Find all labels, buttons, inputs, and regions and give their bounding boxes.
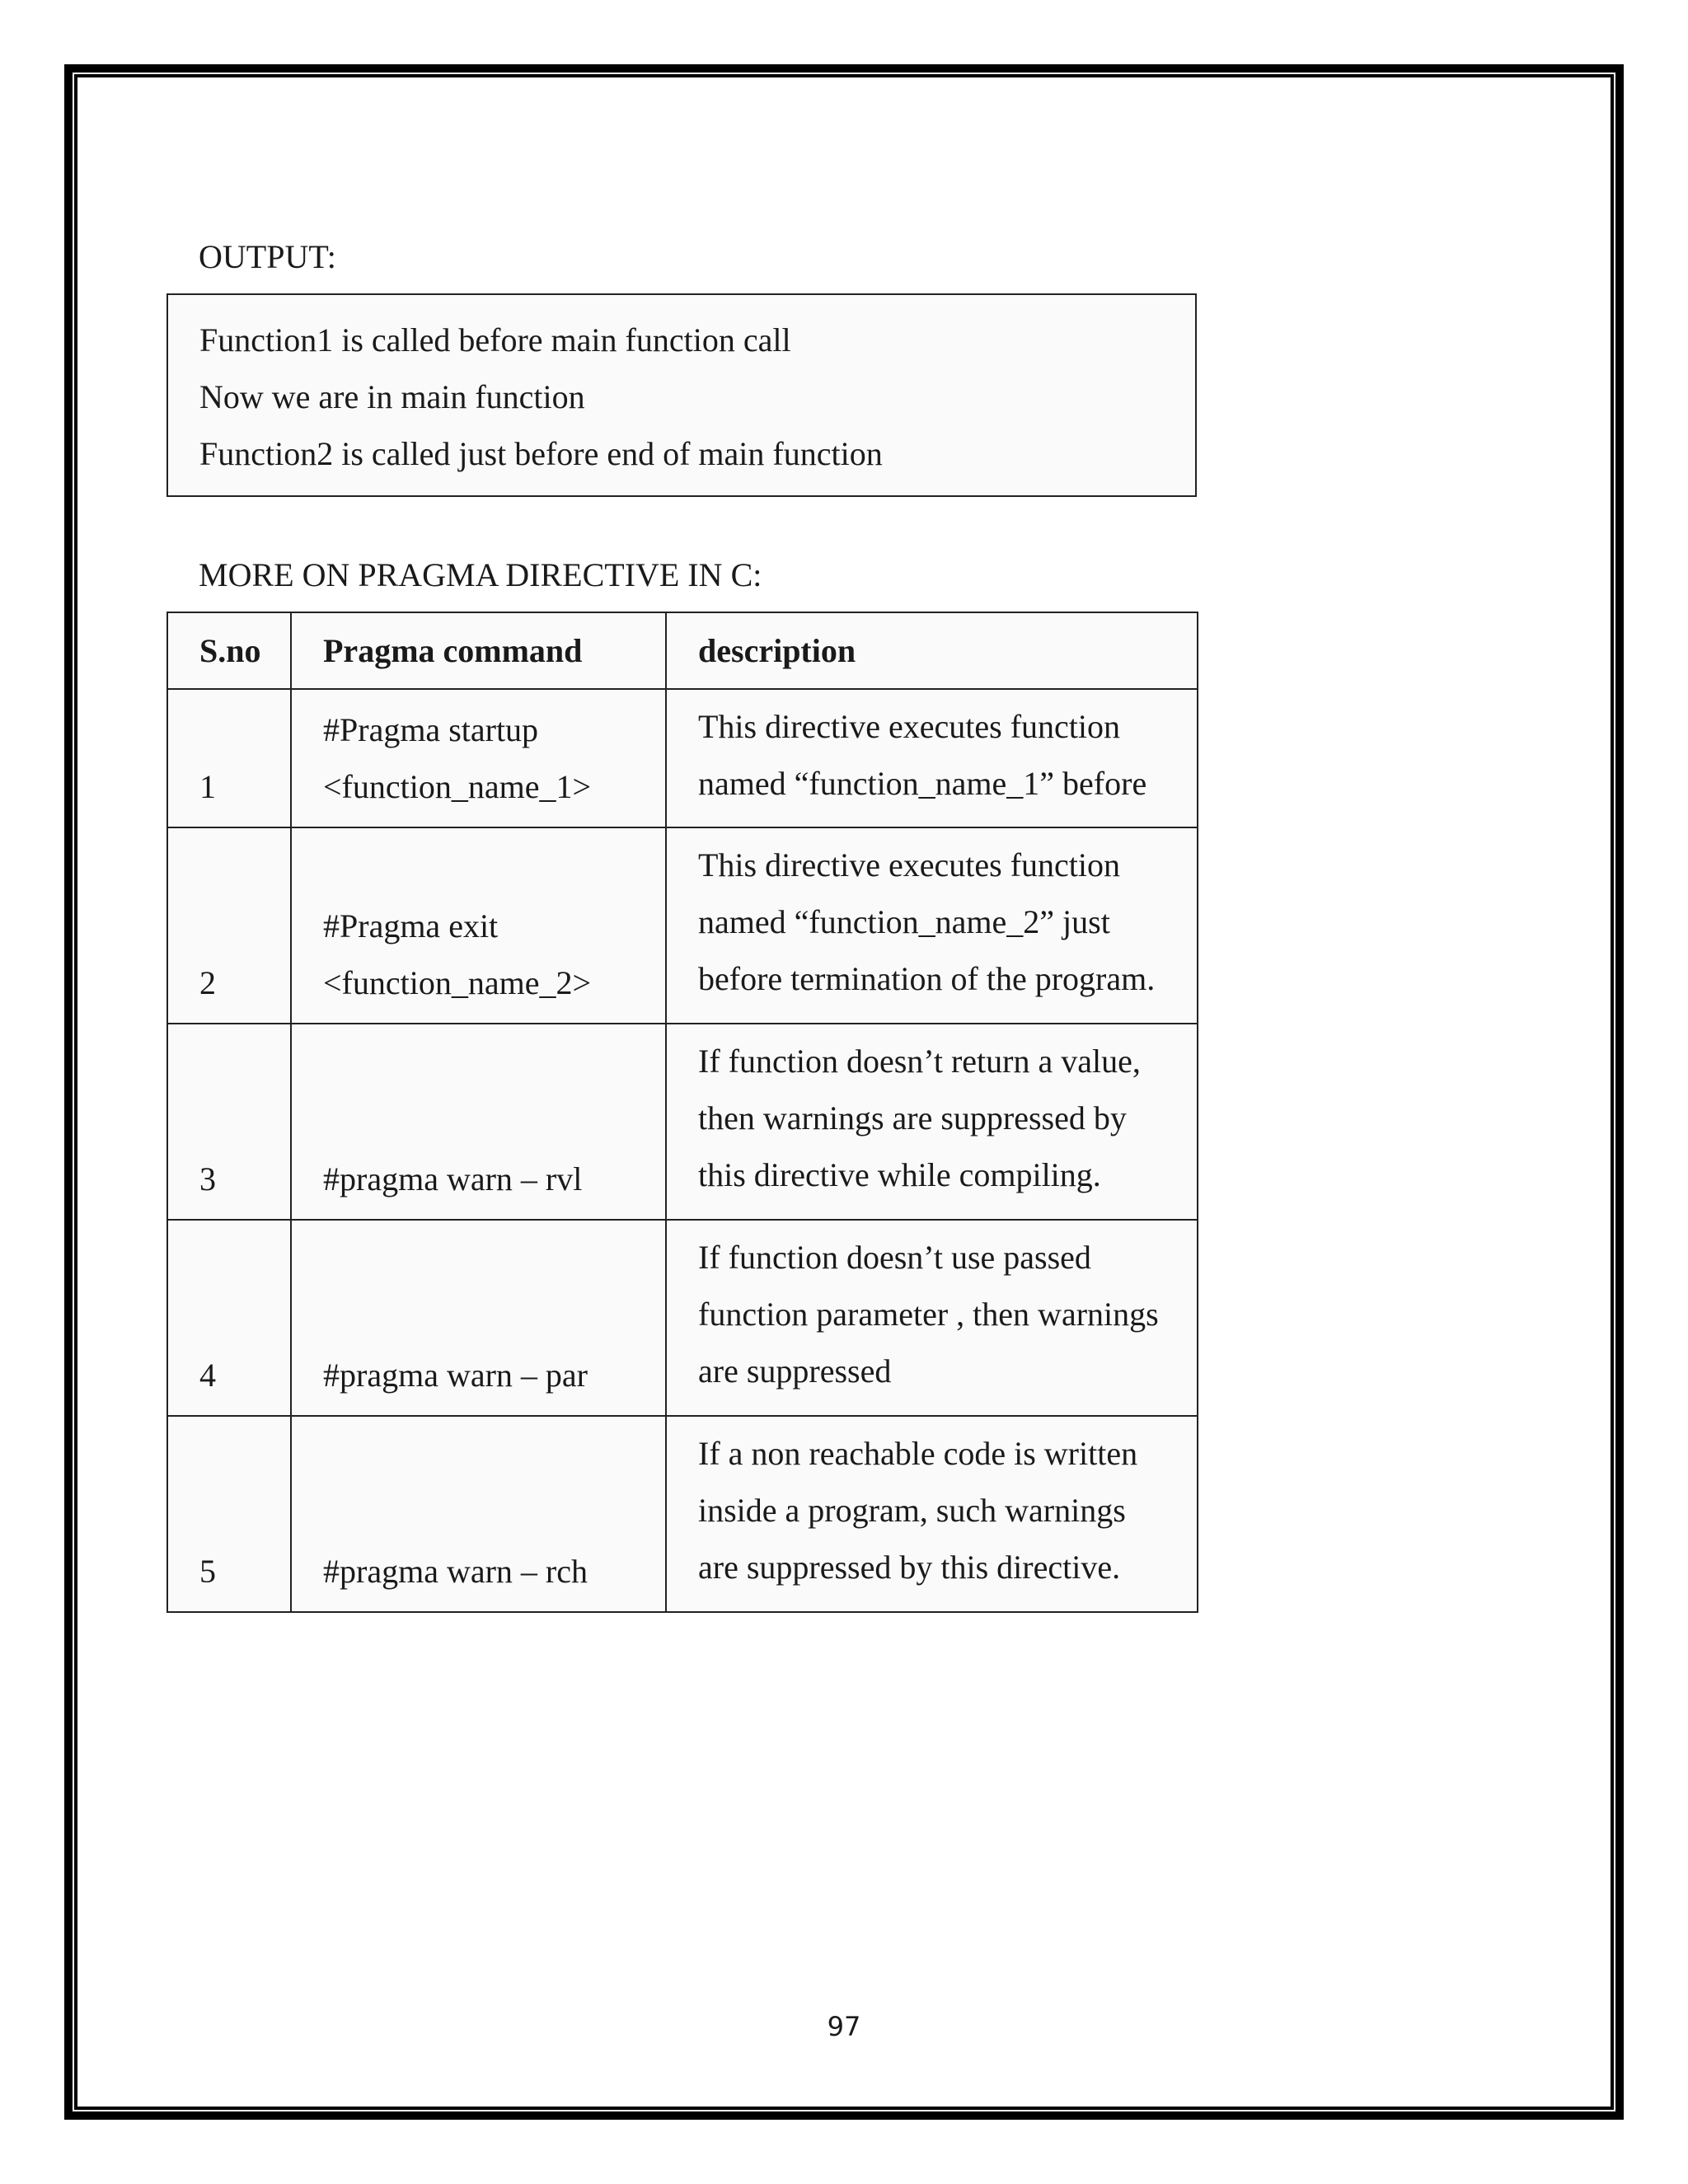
header-description: description — [666, 612, 1198, 689]
description-line: are suppressed by this directive. — [698, 1549, 1121, 1586]
cell-sno: 1 — [167, 689, 291, 827]
header-command: Pragma command — [291, 612, 666, 689]
description-line: If function doesn’t return a value, — [698, 1043, 1141, 1080]
description-line: function parameter , then warnings — [698, 1296, 1159, 1333]
description-line: are suppressed — [698, 1352, 892, 1390]
cell-command — [291, 827, 666, 1024]
table-header-row — [167, 612, 1198, 689]
command-line: #pragma warn – par — [323, 1357, 588, 1394]
cell-command — [291, 1416, 666, 1612]
description-line: If a non reachable code is written — [698, 1435, 1138, 1472]
description-line: This directive executes function — [698, 708, 1121, 745]
command-line: #Pragma startup — [323, 711, 539, 748]
output-line: Now we are in main function — [199, 378, 585, 415]
page-number: 97 — [827, 2011, 861, 2042]
cell-command — [291, 689, 666, 827]
command-line: <function_name_1> — [323, 768, 592, 805]
output-heading: OUTPUT: — [199, 238, 336, 275]
description-line: This directive executes function — [698, 846, 1121, 883]
description-line: named “function_name_2” just — [698, 903, 1110, 940]
cell-description — [666, 1416, 1198, 1612]
cell-sno: 4 — [167, 1220, 291, 1416]
cell-sno: 3 — [167, 1024, 291, 1220]
cell-sno: 2 — [167, 827, 291, 1024]
description-line: before termination of the program. — [698, 960, 1156, 997]
description-line: named “function_name_1” before — [698, 765, 1147, 802]
cell-command — [291, 1220, 666, 1416]
cell-description — [666, 827, 1198, 1024]
cell-description — [666, 1220, 1198, 1416]
output-box — [166, 293, 1197, 497]
cell-sno: 5 — [167, 1416, 291, 1612]
description-line: then warnings are suppressed by — [698, 1099, 1127, 1137]
output-line: Function2 is called just before end of main function — [199, 435, 883, 472]
command-line: #pragma warn – rch — [323, 1553, 588, 1590]
command-line: #pragma warn – rvl — [323, 1160, 583, 1197]
table-row — [167, 1024, 1198, 1220]
cell-description — [666, 689, 1198, 827]
table-row — [167, 1220, 1198, 1416]
table-row — [167, 689, 1198, 827]
table-row — [167, 1416, 1198, 1612]
description-line: If function doesn’t use passed — [698, 1239, 1091, 1276]
cell-command — [291, 1024, 666, 1220]
command-line: <function_name_2> — [323, 964, 592, 1001]
table-row — [167, 827, 1198, 1024]
header-sno: S.no — [167, 612, 291, 689]
pragma-table — [166, 612, 1198, 1613]
output-line: Function1 is called before main function call — [199, 321, 791, 359]
pragma-heading: MORE ON PRAGMA DIRECTIVE IN C: — [199, 556, 762, 593]
cell-description — [666, 1024, 1198, 1220]
description-line: this directive while compiling. — [698, 1156, 1101, 1193]
command-line: #Pragma exit — [323, 907, 499, 944]
description-line: inside a program, such warnings — [698, 1492, 1126, 1529]
